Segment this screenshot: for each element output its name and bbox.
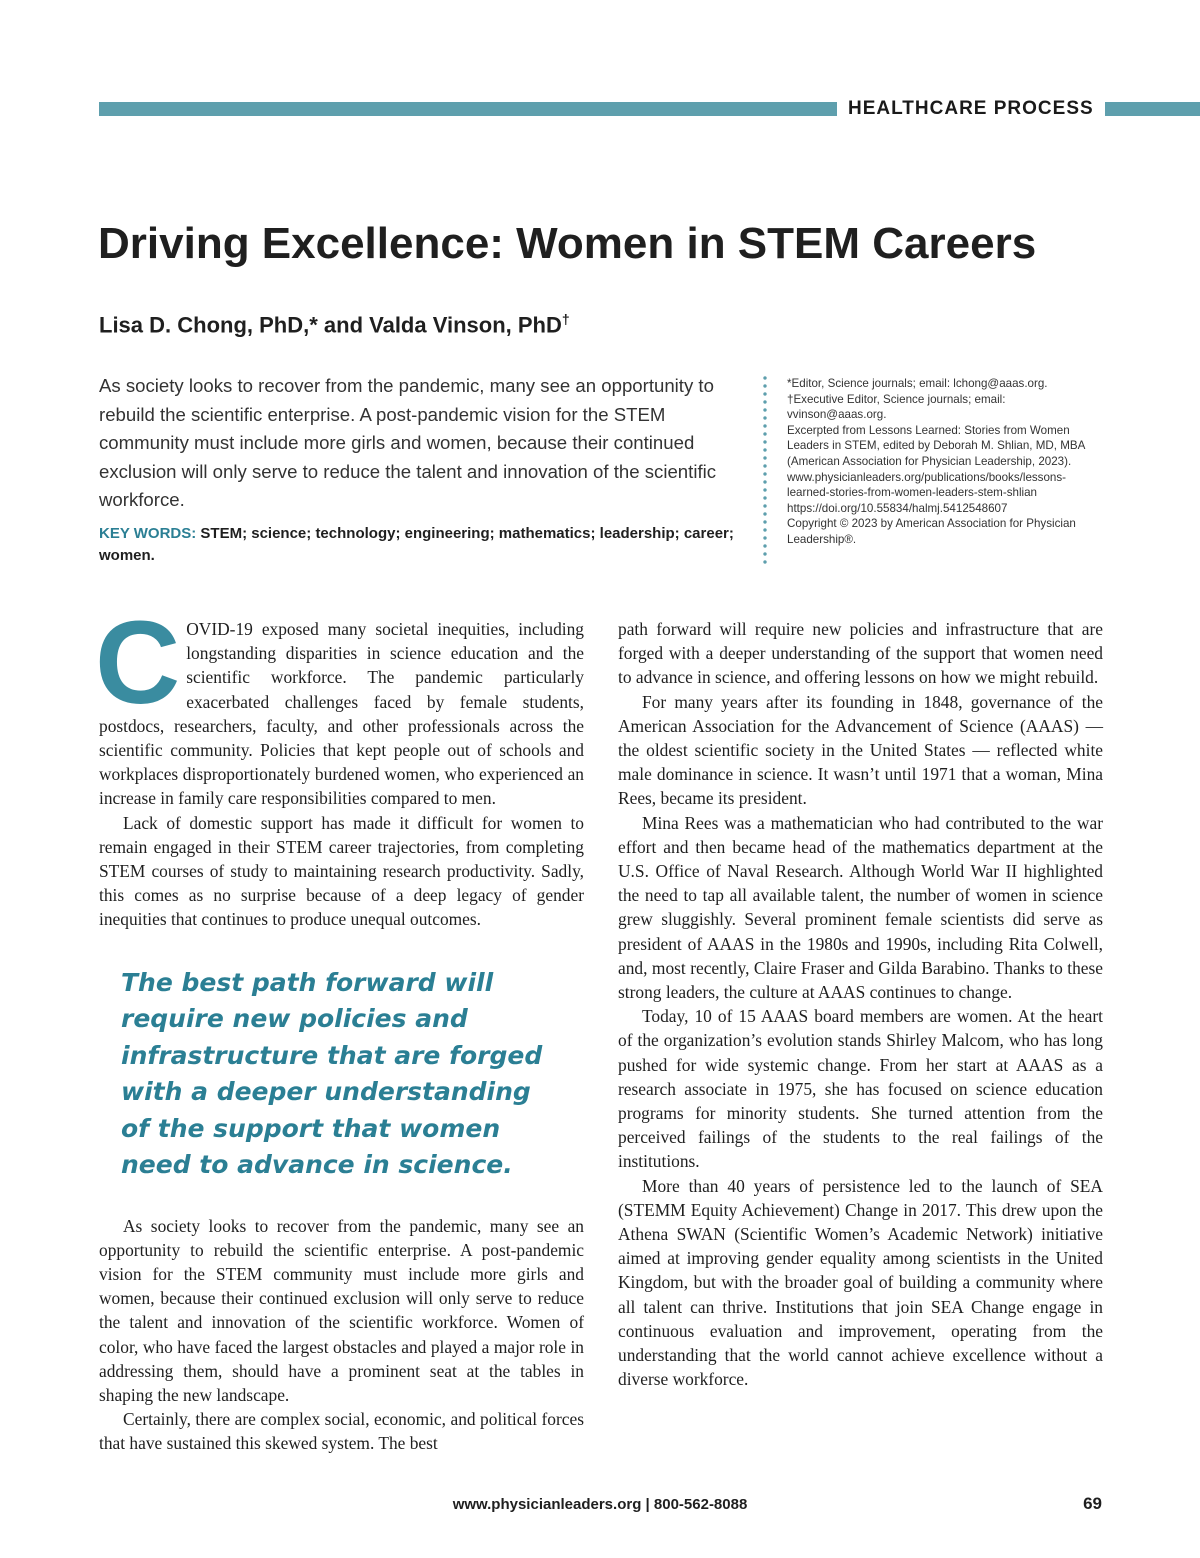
- footer-contact: www.physicianleaders.org | 800-562-8088: [452, 1496, 748, 1513]
- body-paragraph-4: Certainly, there are complex social, economic, and political forces that have sustained this skewed system. The best: [99, 1409, 584, 1454]
- body-column-left: [95, 597, 584, 1456]
- body-paragraph-6: Mina Rees was a mathematician who had contributed to the war effort and then became head of the mathematics department at the U.S. Office of Naval Research. Although World War II highlighted the need to tap all available talent, the number of women in science grew sluggishly. Several prominent female scientists did serve as president of AAAS in the 1980s and 1990s, including Rita Colwell, and, most recently, Claire Fraser and Gilda Barabino. Thanks to these strong leaders, the culture at AAAS continues to change.: [618, 812, 1103, 1003]
- footnote-editor: *Editor, Science journals; email: lchong@aaas.org.: [787, 377, 1048, 390]
- page-number: 69: [1083, 1494, 1102, 1513]
- authors-text: Lisa D. Chong, PhD,* and Valda Vinson, PhD: [99, 312, 562, 338]
- body-paragraph-8: More than 40 years of persistence led to the launch of SEA (STEMM Equity Achievement) Change in 2017. This drew upon the Athena SWAN (Scientific Women’s Academic Network) initiative aimed at improving gender equality among scientists in the United Kingdom, but with the broader goal of building a community where all talent can thrive. Institutions that join SEA Change engage in continuous evaluation and improvement, operating from the understanding that the world cannot achieve excellence without a diverse workforce.: [618, 1175, 1103, 1390]
- footnotes: [787, 376, 1107, 548]
- keywords-list: STEM; science; technology; engineering; mathematics; leadership; career; women.: [99, 525, 734, 564]
- article-title: Driving Excellence: Women in STEM Careers: [98, 219, 1037, 268]
- section-label: HEALTHCARE PROCESS: [848, 98, 1094, 119]
- paragraph-1-text: OVID-19 exposed many societal inequities, including longstanding disparities in science education and the scientific workforce. The pandemic particularly exacerbated challenges faced by female students, postdocs, researchers, faculty, and other professionals across the scientific community. Policies that kept people out of schools and workplaces disproportionately burdened women, who experienced an increase in family care responsibilities compared to men.: [99, 619, 584, 809]
- body-paragraph-2: Lack of domestic support has made it difficult for women to remain engaged in their STEM career trajectories, from completing STEM courses of study to maintaining research productivity. Sadly, this comes as no surprise because of a deep legacy of gender inequities that continues to produce unequal outcomes.: [99, 812, 584, 930]
- drop-cap: C: [95, 597, 181, 729]
- body-paragraph-1: [95, 597, 584, 811]
- keywords-label: KEY WORDS:: [99, 525, 197, 542]
- body-paragraph-7: Today, 10 of 15 AAAS board members are women. At the heart of the organization’s evolution stands Shirley Malcom, who has long pushed for wide systemic change. From her start at AAAS as a research associate in 1975, she has focused on science education programs for minority students. She turned attention from the perceived failings of the students to the real failings of the institutions.: [618, 1006, 1103, 1172]
- header-rule-left: [99, 102, 837, 116]
- body-column-right: [618, 617, 1103, 1392]
- abstract: As society looks to recover from the pandemic, many see an opportunity to rebuild the scientific enterprise. A post-pandemic vision for the STEM community must include more girls and women, because their continued exclusion will only serve to reduce the talent and innovation of the scientific workforce.: [99, 375, 717, 510]
- footnote-doi: https://doi.org/10.55834/halmj.5412548607: [787, 501, 1008, 515]
- body-paragraph-5: For many years after its founding in 1848, governance of the American Association for the Advancement of Science (AAAS) — the oldest scientific society in the United States — reflected white male dominance in science. It wasn’t until 1971 that a woman, Mina Rees, became its president.: [618, 691, 1103, 809]
- authors-dagger: †: [561, 311, 570, 327]
- header-rule-right: [1105, 102, 1200, 116]
- footnote-excerpt-source: Excerpted from Lessons Learned: Stories from Women Leaders in STEM, edited by Deborah M. Shlian, MD, MBA (American Association for Physician Leadership, 2023). www.physicianleaders.org/publications/books/lessons-learned-stories-from-women-leaders-stem-shlian: [787, 423, 1085, 500]
- article-authors: [99, 304, 570, 340]
- pull-quote: The best path forward will require new policies and infrastructure that are forged with a deeper understanding of the support that women need to advance in science.: [121, 967, 543, 1180]
- footnote-executive-editor: †Executive Editor, Science journals; email: vvinson@aaas.org.: [787, 392, 1006, 422]
- footnote-dotted-divider: [763, 374, 767, 568]
- body-paragraph-4-continued: path forward will require new policies and infrastructure that are forged with a deeper understanding of the support that women need to advance in science, and offering lessons on how we might rebuild.: [618, 619, 1103, 688]
- footnote-copyright: Copyright © 2023 by American Association for Physician Leadership®.: [787, 517, 1076, 546]
- keywords: [99, 523, 749, 567]
- body-paragraph-3: As society looks to recover from the pandemic, many see an opportunity to rebuild the scientific enterprise. A post-pandemic vision for the STEM community must include more girls and women, because their continued exclusion will only serve to reduce the talent and innovation of the scientific workforce. Women of color, who have faced the largest obstacles and played a major role in addressing them, should have a prominent seat at the tables in shaping the new landscape.: [99, 1215, 584, 1406]
